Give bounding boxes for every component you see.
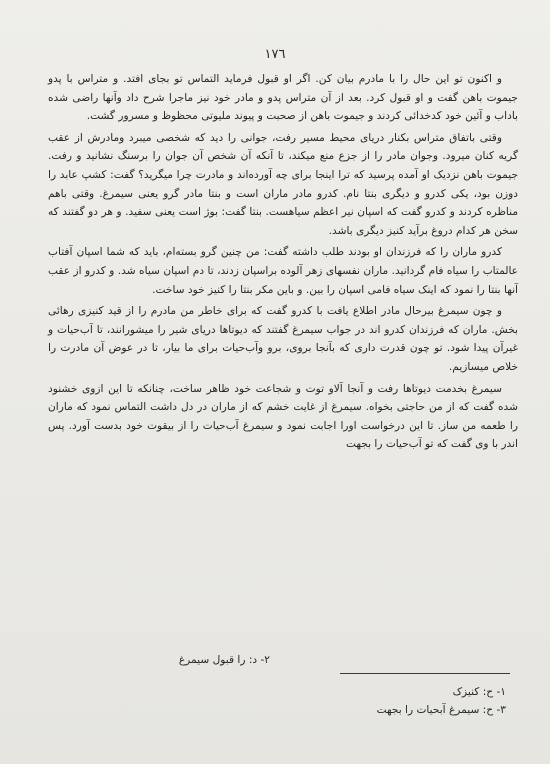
paragraph-4: و چون سیمرغ بیرحال مادر اطلاع یافت با کدرو گفت که برای خاطر من مادرم را از قید کنیزی رهائی بخش. ماران که فرزندان کدرو اند در جواب سیمرغ گفتند که دیوتاها دریای شیر را میشورانند، تا آب‌حیات و غیرآن پیدا شود. تو چون قدرت داری که بآنجا بروی، برو وآب‌حیات برای ما بیار، تا در عوض آن مادرت را خلاص میسازیم. — [48, 305, 518, 373]
footnote-divider — [340, 673, 510, 674]
footnote-inline: ۲- د: را قبول سیمرغ — [178, 654, 270, 666]
footnotes — [286, 683, 506, 719]
paragraph-5: سیمرغ بخدمت دیوتاها رفت و آنجا آلاو توت و شجاعت خود ظاهر ساخت، چنانکه تا این ازوی خشنود شده گفت که از من حاجتی بخواه. سیمرغ از غایت خشم که از ماران در دل داشت التماس نمود که ماران را طعمه من ساز. تا این درخواست اورا اجابت نمود و سیمرغ آب‌حیات را از بیقوت خود بدست آورد. پس اندر با وی گفت که تو آب‌حیات را بجهت — [48, 382, 518, 451]
paragraph-3: کدرو ماران را که فرزندان او بودند طلب داشته گفت: من چنین گرو بسته‌ام، باید که شما اسپان آفتاب عالمتاب را سیاه فام گردانید. ماران نفسهای زهر آلوده براسپان زدند، تا دم اسپان سیاه شد. و کدرو از عقب آنها بنتا را نمود که اینک سیاه فامی اسپان را بین. و باین مکر بنتا را کنیز خود ساخت. — [48, 246, 518, 296]
body-text — [48, 70, 518, 454]
footnote-1: ۱- ح: کنیزک — [452, 686, 506, 698]
footnote-3: ۳- ح: سیمرغ آبحیات را بجهت — [376, 704, 506, 716]
paragraph-2: وقتی باتفاق متراس بکنار دریای محیط مسیر رفت، جوانی را دید که شخصی میبرد ومادرش از عقب گریه کنان میرود. وجوان مادر را از جزع منع میکند، تا آنکه آن شخص آن جوان را برسنگ نشانید و رفت. جیموت باهن نزدیک او آمده پرسید که ترا اینجا برای چه آورده‌اند و مادرت چرا میگرید؟ گفت: کشپ عابد را دوزن بود، یکی کدرو و دیگری بنتا نام. کدرو مادر ماران است و بنتا مادر گرو یعنی سیمرغ. وقتی باهم مناظره کردند و کدرو گفت که اسپان نیر اعظم سیاهست. بنتا گفت: بوژ است یعنی سفید. و هر دو گفتند که سخن هر کدام دروغ برآید کنیز دیگری باشد. — [48, 131, 518, 237]
paragraph-1: و اکنون تو این حال را با مادرم بیان کن. اگر او قبول فرماید التماس تو بجای افتد. و متراس با پدو جیموت باهن گفت و او قبول کرد. بعد از آن متراس پدو و مادر خود نیز ماجرا شرح داد وآنها راضی شده باداب و آئین خود کدخدائی کردند و جیموت باهن از صحبت و پیوند ملیوتی محظوظ و مسرور گشت. — [48, 73, 518, 123]
page-number: ١٧٦ — [264, 47, 286, 62]
